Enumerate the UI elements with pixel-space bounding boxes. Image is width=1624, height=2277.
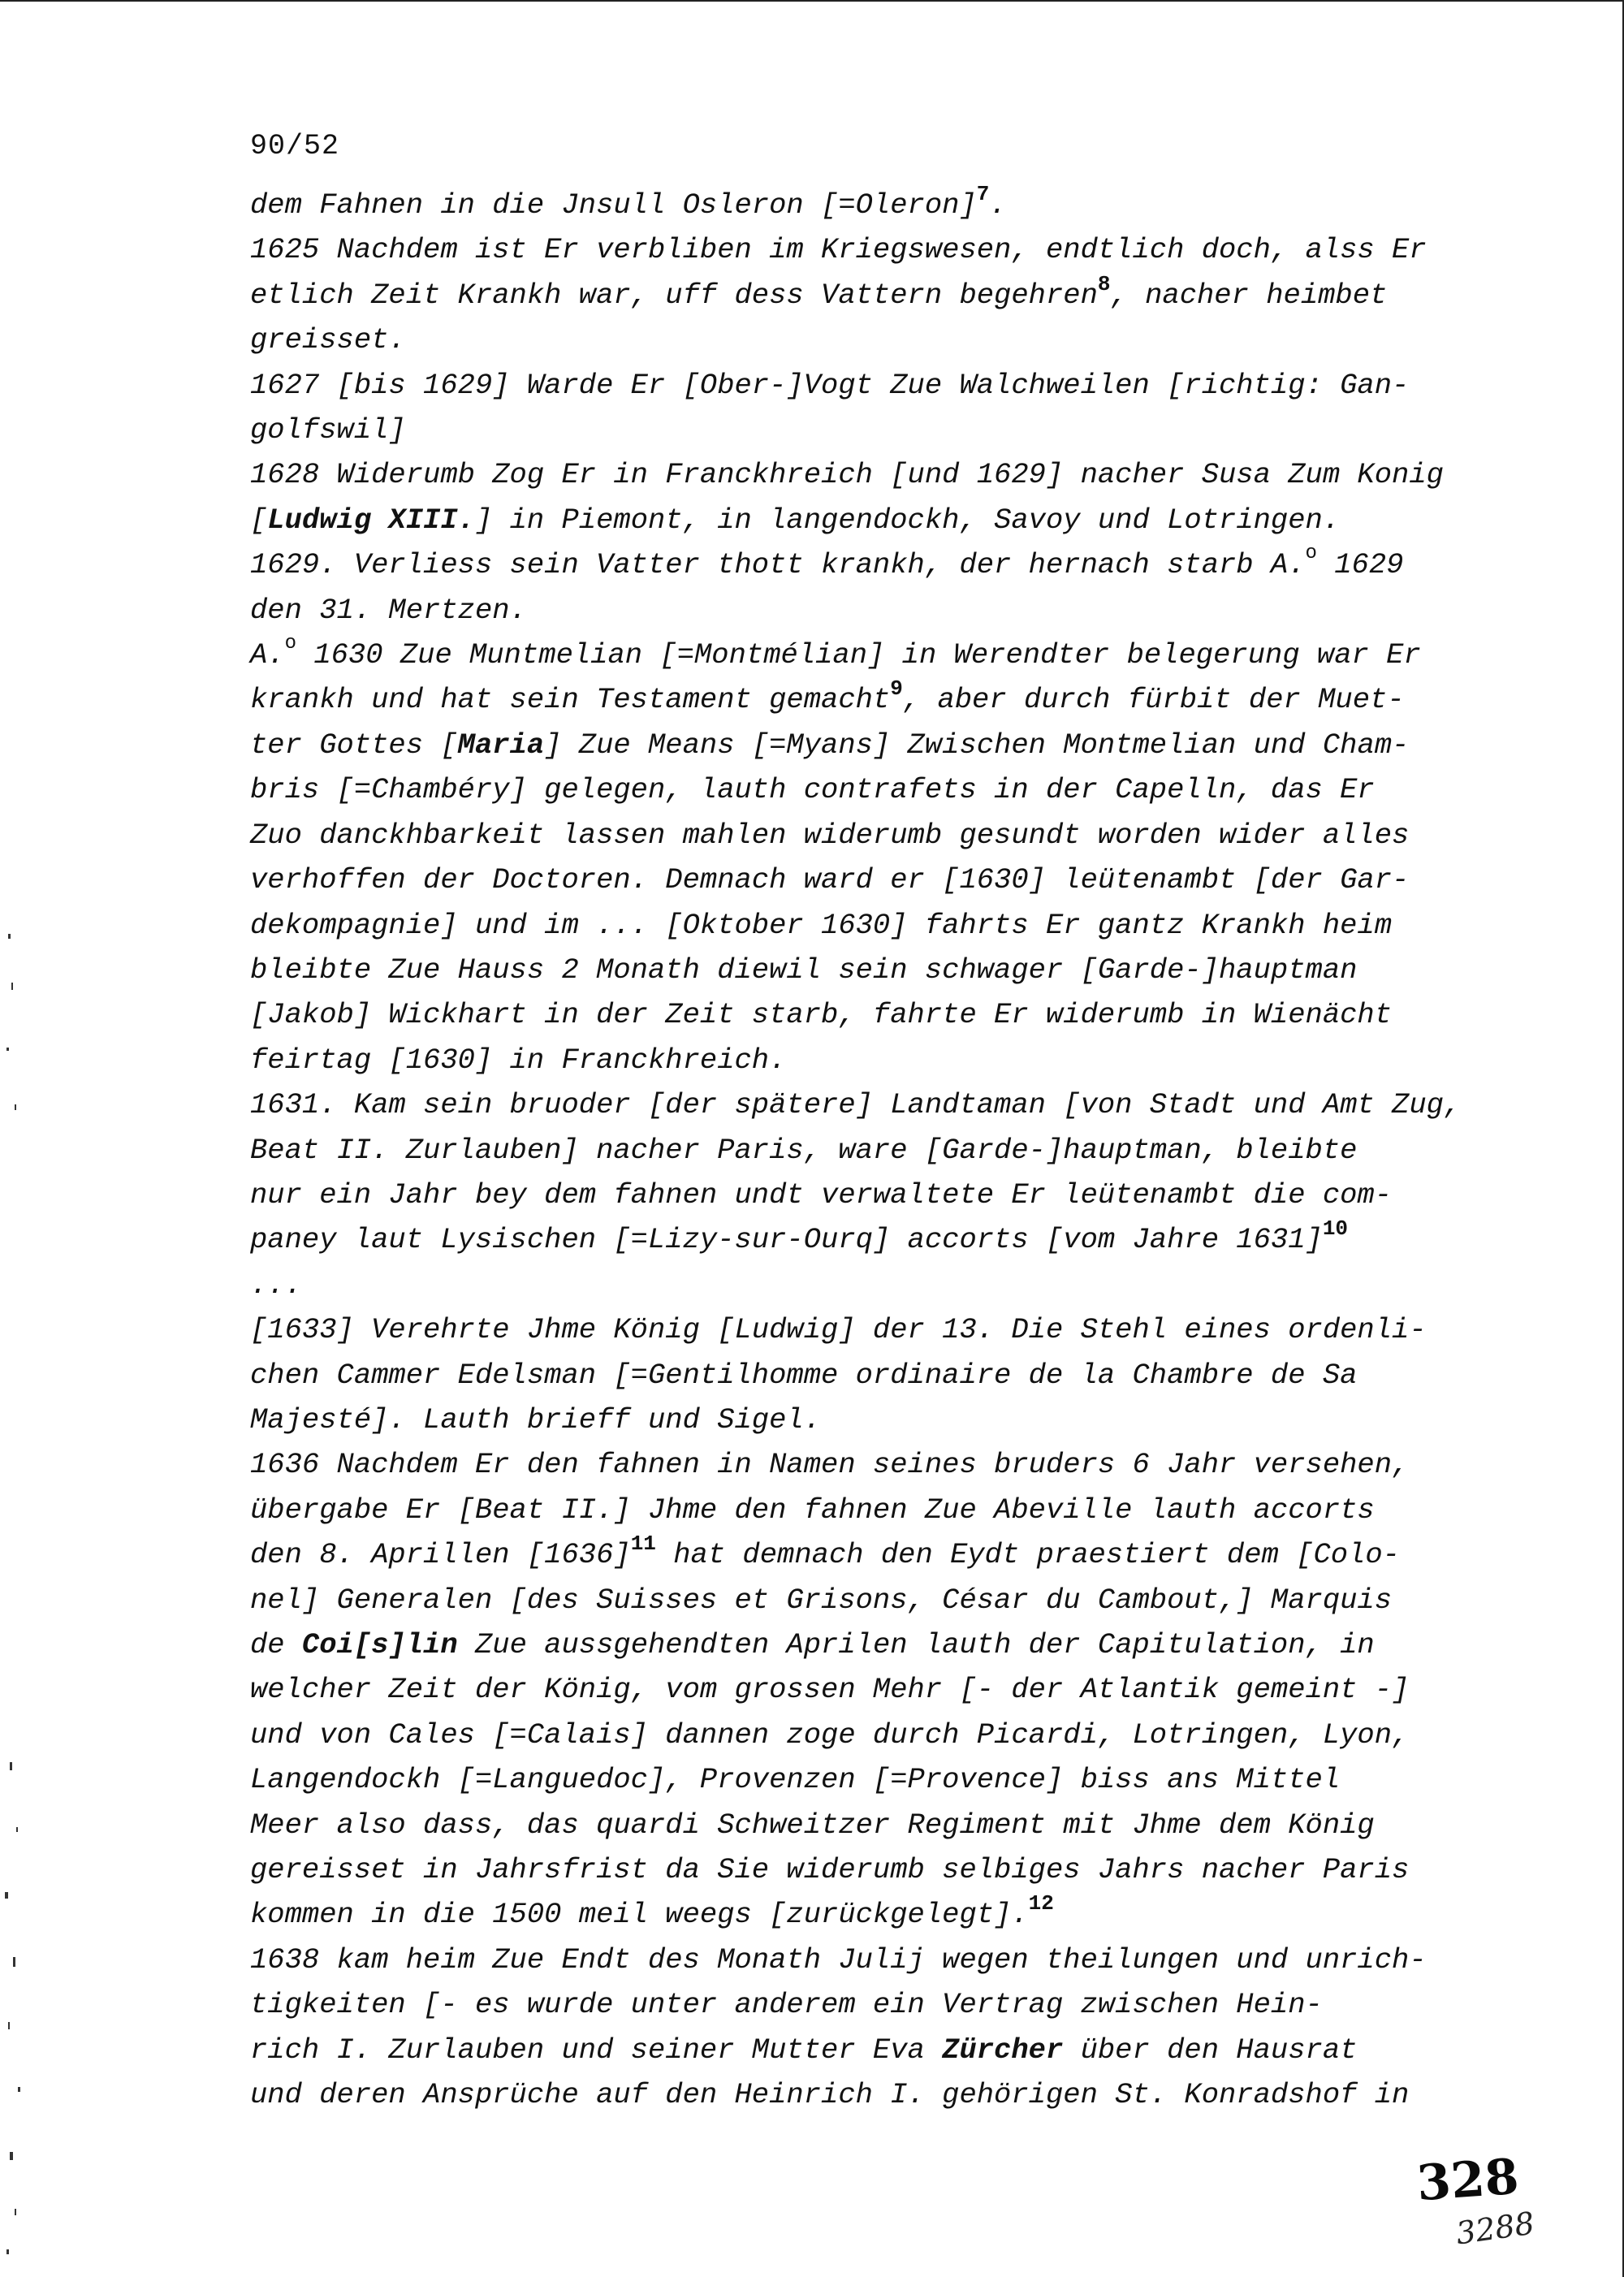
footnote-ref: 12 [1028,1891,1054,1916]
superscript-o: o [1305,542,1317,565]
entry-1627 [250,363,1501,453]
bold-text: Ludwig XIII. [267,503,475,537]
text-line: ... [250,1268,302,1302]
text-line: Majesté]. Lauth brieff und Sigel. [250,1402,822,1437]
text-line: 1627 [bis 1629] Warde Er [Ober-]Vogt Zue Walchweilen [richtig: Gan- [250,368,1410,402]
entry-1638 [250,1938,1501,2118]
text-line: Meer also dass, das quardi Schweitzer Regiment mit Jhme dem König [250,1808,1375,1842]
footnote-ref: 7 [976,182,990,206]
text-line: [Jakob] Wickhart in der Zeit starb, fahrte Er widerumb in Wienächt [250,998,1393,1032]
entry-1633 [250,1307,1501,1442]
text-line: paney laut Lysischen [=Lizy-sur-Ourq] accorts [vom Jahre 1631]$^{10}$ [250,1216,1349,1257]
text-line: nel] Generalen [des Suisses et Grisons, César du Cambout,] Marquis [250,1583,1393,1617]
text-line: greisset. [250,323,406,357]
text-line: A.$^o$ 1630 Zue Muntmelian [=Montmélian] in Werendter belegerung war Er [250,633,1421,672]
text-line: [Ludwig XIII.] in Piemont, in langendockh, Savoy und Lotringen. [250,503,1341,537]
text-line: krankh und hat sein Testament gemacht$^9$, aber durch fürbit der Muet- [250,676,1405,717]
text-line: den 8. Aprillen $[1636]^{11}$ hat demnach den Eydt praestiert dem [Colo- [250,1532,1400,1572]
text-line: dem Fahnen in die Jnsull Osleron [=Oleron]$^7$. [250,182,1007,222]
text-line: gereisset in Jahrsfrist da Sie widerumb selbiges Jahrs nacher Paris [250,1853,1410,1887]
bold-text: Coi[s]lin [301,1628,458,1661]
handwritten-page-number: 3288 [1453,2205,1537,2252]
text-line: 1638 kam heim Zue Endt des Monath Julij wegen theilungen und unrich- [250,1942,1427,1977]
text-line: und von Cales [=Calais] dannen zoge durch Picardi, Lotringen, Lyon, [250,1717,1410,1752]
text-line: 1636 Nachdem Er den fahnen in Namen seines bruders 6 Jahr versehen, [250,1448,1410,1482]
entry-1630 [250,633,1501,1082]
text-line: feirtag [1630] in Franckhreich. [250,1043,787,1077]
text-line: Zuo danckhbarkeit lassen mahlen widerumb gesundt worden wider alles [250,818,1410,852]
text-line: de Coi[s]lin Zue aussgehendten Aprilen lauth der Capitulation, in [250,1628,1375,1661]
footnote-ref: 8 [1097,271,1111,296]
text-line: rich I. Zurlauben und seiner Mutter Eva Zürcher über den Hausrat [250,2033,1358,2067]
superscript-o: o [284,633,297,655]
body-text [250,183,1501,2117]
text-line: 1628 Widerumb Zog Er in Franckhreich [und 1629] nacher Susa Zum Konig [250,458,1444,492]
entry-1625 [250,227,1501,362]
text-line: kommen in die 1500 meil weegs [zurückgelegt].$^{12}$ [250,1891,1054,1932]
text-line: tigkeiten [- es wurde unter anderem ein Vertrag zwischen Hein- [250,1988,1323,2022]
entry-1628 [250,452,1501,542]
text-line: [1633] Verehrte Jhme König [Ludwig] der 13. Die Stehl eines ordenli- [250,1313,1427,1347]
text-line: den 31. Mertzen. [250,593,527,627]
text-line: golfswil] [250,413,406,447]
text-line: Langendockh [=Languedoc], Provenzen [=Provence] biss ans Mittel [250,1763,1341,1797]
scan-edge-top [0,0,1624,2]
text-line: 1625 Nachdem ist Er verbliben im Kriegswesen, endtlich doch, alss Er [250,233,1427,267]
footnote-ref: 9 [890,676,903,702]
text-line: dekompagnie] und im ... [Oktober 1630] fahrts Er gantz Krankh heim [250,908,1393,942]
text-line: chen Cammer Edelsman [=Gentilhomme ordinaire de la Chambre de Sa [250,1358,1358,1392]
text-line: bleibte Zue Hauss 2 Monath diewil sein schwager [Garde-]hauptman [250,953,1358,987]
entry-1629 [250,542,1501,633]
bold-text: Maria [457,728,545,762]
entry-1631 [250,1082,1501,1307]
text-line: verhoffen der Doctoren. Demnach ward er [1630] leütenambt [der Gar- [250,863,1410,897]
text-line: 1629. Verliess sein Vatter thott krankh, der hernach starb A.$^o$ 1629 [250,542,1404,582]
text-line: nur ein Jahr bey dem fahnen undt verwaltete Er leütenambt die com- [250,1177,1393,1212]
text-line: Beat II. Zurlauben] nacher Paris, ware [Garde-]hauptman, bleibte [250,1133,1358,1167]
text-line: welcher Zeit der König, vom grossen Mehr [- der Atlantik gemeint -] [250,1673,1410,1707]
text-line: bris [=Chambéry] gelegen, lauth contrafets in der Capelln, das Er [250,773,1375,807]
text-line: übergabe Er [Beat II.] Jhme den fahnen Zue Abeville lauth accorts [250,1493,1375,1527]
text-line: 1631. Kam sein bruoder [der spätere] Landtaman [von Stadt und Amt Zug, [250,1088,1462,1122]
page-reference: 90/52 [250,130,340,162]
footnote-ref: 11 [630,1532,656,1557]
footnote-ref: 10 [1322,1216,1349,1242]
text-line: ter Gottes [Maria] Zue Means [=Myans] Zwischen Montmelian und Cham- [250,728,1410,762]
bold-text: Zürcher [942,2033,1064,2067]
entry-continuation [250,183,1501,227]
archive-page-number: 328 [1415,2148,1521,2213]
text-line: etlich Zeit Krankh war, uff dess Vattern begehren$^8$, nacher heimbet [250,271,1388,312]
text-line: und deren Ansprüche auf den Heinrich I. gehörigen St. Konradshof in [250,2078,1410,2112]
scan-noise-left-margin [0,934,32,2274]
entry-1636 [250,1442,1501,1937]
